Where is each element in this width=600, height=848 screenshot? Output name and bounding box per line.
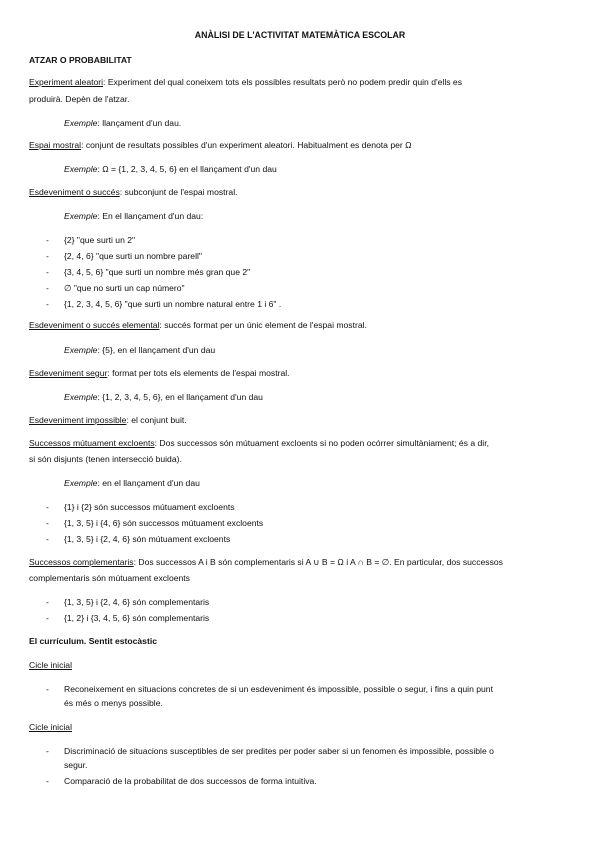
document-title: ANÀLISI DE L'ACTIVITAT MATEMÀTICA ESCOLAR bbox=[194, 30, 406, 40]
bullet-dash: - bbox=[46, 518, 49, 528]
bullet-dash: - bbox=[46, 534, 49, 544]
term-esdeveniment-elemental: Esdeveniment o succés elemental bbox=[29, 320, 160, 330]
curriculum-item: Discriminació de situacions susceptibles de ser predites per poder saber si un fenomen és impossible, possible o bbox=[64, 746, 494, 756]
def-successos-excloents-cont: si són disjunts (tenen intersecció buida). bbox=[29, 454, 182, 464]
list-item: {2, 4, 6} "que surti un nombre parell" bbox=[64, 251, 202, 261]
list-item: {1, 3, 5} i {4, 6} són successos mútuament excloents bbox=[64, 518, 264, 528]
term-espai-mostral: Espai mostral bbox=[29, 140, 82, 150]
example-label: Exemple bbox=[64, 478, 98, 488]
example-label: Exemple bbox=[64, 392, 98, 402]
bullet-dash: - bbox=[46, 283, 49, 293]
bullet-dash: - bbox=[46, 776, 49, 786]
def-espai-mostral bbox=[29, 140, 412, 151]
def-text: : el conjunt buit. bbox=[126, 415, 187, 425]
bullet-dash: - bbox=[46, 684, 49, 694]
list-item: {1, 2, 3, 4, 5, 6} "que surti un nombre natural entre 1 i 6" . bbox=[64, 299, 282, 309]
def-text: : succés format per un únic element de l'espai mostral. bbox=[159, 320, 367, 330]
list-item: {1, 2} i {3, 4, 5, 6} són complementaris bbox=[64, 613, 210, 623]
term-successos-complementaris: Successos complementaris bbox=[29, 557, 134, 567]
example-label: Exemple bbox=[64, 118, 98, 128]
curriculum-item-cont: és més o menys possible. bbox=[64, 698, 163, 708]
subheading-cicle-inicial: Cicle inicial bbox=[29, 722, 72, 732]
term-esdeveniment: Esdeveniment o succés bbox=[29, 187, 120, 197]
def-text: : conjunt de resultats possibles d'un experiment aleatori. Habitualment es denota per Ω bbox=[81, 140, 412, 150]
list-item: {2} "que surti un 2" bbox=[64, 235, 136, 245]
def-text: : format per tots els elements de l'espai mostral. bbox=[107, 368, 290, 378]
bullet-dash: - bbox=[46, 502, 49, 512]
def-esdeveniment bbox=[29, 187, 238, 198]
bullet-dash: - bbox=[46, 251, 49, 261]
def-esdeveniment-elemental bbox=[29, 320, 367, 331]
example-excloents bbox=[64, 478, 200, 489]
curriculum-item-cont: segur. bbox=[64, 760, 88, 770]
example-label: Exemple bbox=[64, 164, 98, 174]
example-text: : {1, 2, 3, 4, 5, 6}, en el llançament d'un dau bbox=[97, 392, 263, 402]
curriculum-item: Reconeixement en situacions concretes de si un esdeveniment és impossible, possible o segur, i fins a quin punt bbox=[64, 684, 493, 694]
def-successos-complementaris-cont: complementaris són mútuament excloents bbox=[29, 573, 190, 583]
def-esdeveniment-impossible bbox=[29, 415, 187, 426]
def-text: : Dos successos són mútuament excloents si no poden ocórrer simultàniament; és a dir, bbox=[154, 438, 489, 448]
bullet-dash: - bbox=[46, 597, 49, 607]
example-espai-mostral bbox=[64, 164, 277, 175]
example-elemental bbox=[64, 345, 215, 356]
bullet-dash: - bbox=[46, 267, 49, 277]
def-text: : subconjunt de l'espai mostral. bbox=[119, 187, 238, 197]
example-esdeveniment bbox=[64, 211, 203, 222]
def-successos-complementaris bbox=[29, 557, 572, 568]
list-item: {3, 4, 5, 6} "que surti un nombre més gran que 2" bbox=[64, 267, 251, 277]
bullet-dash: - bbox=[46, 746, 49, 756]
subheading-cicle-inicial: Cicle inicial bbox=[29, 660, 72, 670]
list-item: {1} i {2} són successos mútuament excloents bbox=[64, 502, 235, 512]
list-item: ∅ "que no surti un cap número" bbox=[64, 283, 185, 293]
section-heading-curriculum: El currículum. Sentit estocàstic bbox=[29, 636, 157, 646]
term-experiment-aleatori: Experiment aleatori bbox=[29, 77, 104, 87]
def-text: : Experiment del qual coneixem tots els possibles resultats però no podem predir quin d'ells es bbox=[103, 77, 462, 87]
term-successos-excloents: Successos mútuament excloents bbox=[29, 438, 155, 448]
bullet-dash: - bbox=[46, 613, 49, 623]
def-esdeveniment-segur bbox=[29, 368, 290, 379]
example-text: : En el llançament d'un dau: bbox=[97, 211, 204, 221]
bullet-dash: - bbox=[46, 299, 49, 309]
def-successos-excloents bbox=[29, 438, 572, 449]
curriculum-item: Comparació de la probabilitat de dos successos de forma intuitiva. bbox=[64, 776, 317, 786]
example-label: Exemple bbox=[64, 211, 98, 221]
section-heading-atzar: ATZAR O PROBABILITAT bbox=[29, 55, 132, 65]
example-label: Exemple bbox=[64, 345, 98, 355]
example-experiment bbox=[64, 118, 181, 129]
example-text: : Ω = {1, 2, 3, 4, 5, 6} en el llançament d'un dau bbox=[97, 164, 277, 174]
bullet-dash: - bbox=[46, 235, 49, 245]
example-text: : {5}, en el llançament d'un dau bbox=[97, 345, 216, 355]
def-experiment-aleatori-cont: produirà. Depèn de l'atzar. bbox=[29, 94, 130, 104]
def-text: : Dos successos A i B són complementaris si A ∪ B = Ω i A ∩ B = ∅. En particular, dos successos bbox=[133, 557, 503, 567]
term-esdeveniment-segur: Esdeveniment segur bbox=[29, 368, 108, 378]
list-item: {1, 3, 5} i {2, 4, 6} són mútuament excloents bbox=[64, 534, 231, 544]
def-experiment-aleatori bbox=[29, 77, 572, 88]
example-text: : en el llançament d'un dau bbox=[97, 478, 200, 488]
example-text: : llançament d'un dau. bbox=[97, 118, 182, 128]
term-esdeveniment-impossible: Esdeveniment impossible bbox=[29, 415, 127, 425]
list-item: {1, 3, 5} i {2, 4, 6} són complementaris bbox=[64, 597, 210, 607]
example-segur bbox=[64, 392, 263, 403]
